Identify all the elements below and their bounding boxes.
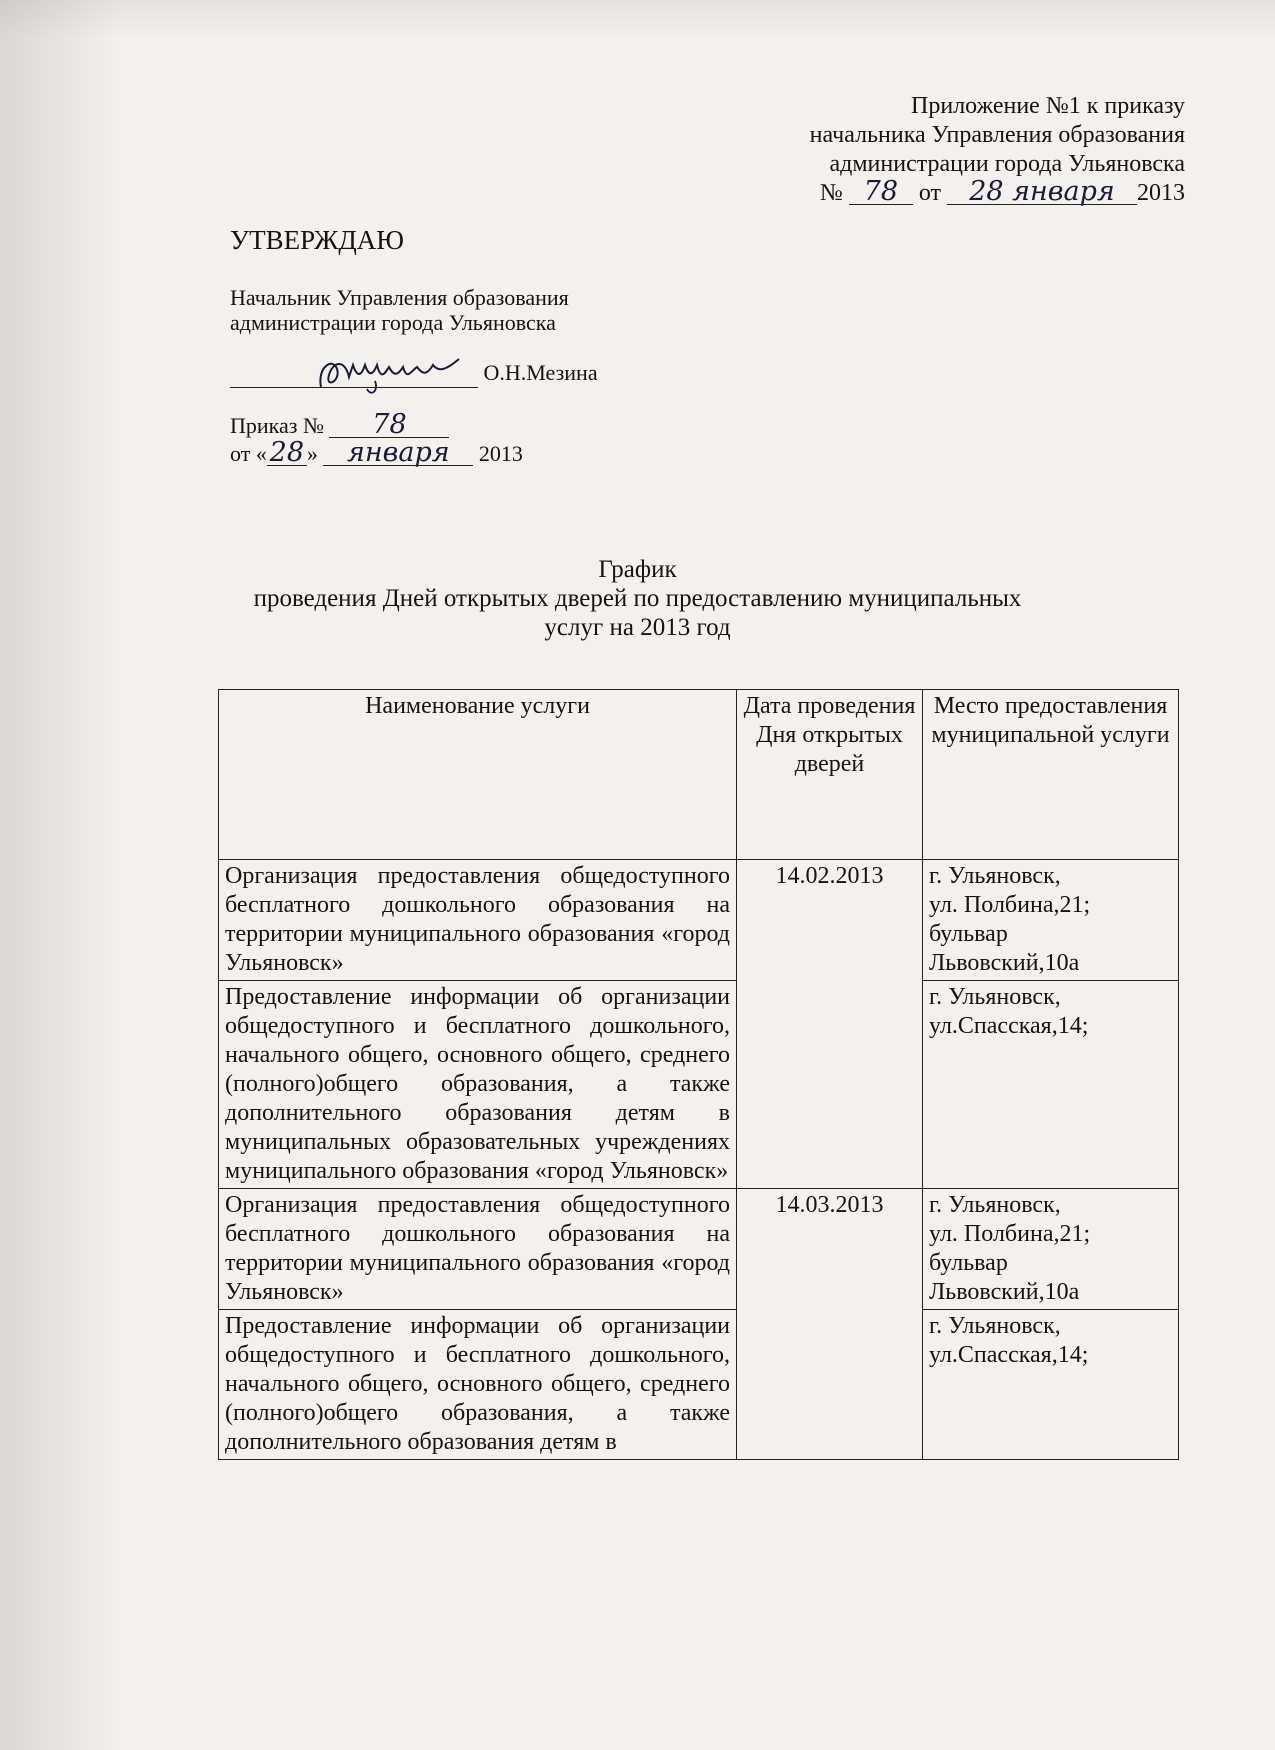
- approval-title: УТВЕРЖДАЮ: [230, 225, 405, 255]
- handwritten-order-number-2: 78: [329, 413, 449, 438]
- table-header-row: [219, 690, 1179, 860]
- place-line: бульвар: [929, 921, 1008, 947]
- scan-top-shadow: [0, 0, 1275, 40]
- handwritten-day: 28: [267, 441, 307, 466]
- table-row: [219, 981, 1179, 1189]
- document-subtitle-line-1: проведения Дней открытых дверей по предоставлению муниципальных: [253, 585, 1022, 612]
- place-line: Львовский,10а: [929, 950, 1080, 976]
- header-place: Место предоставления муниципальной услуги: [923, 690, 1179, 860]
- date-cell: 14.03.2013: [737, 1189, 923, 1460]
- order-number-line: [230, 409, 598, 440]
- document-title: График: [598, 556, 677, 583]
- service-cell: Организация предоставления общедоступного бесплатного дошкольного образования на территории муниципального образования «город Ульяновск»: [219, 1189, 737, 1310]
- order-date-open: от «: [230, 441, 267, 466]
- service-cell: Организация предоставления общедоступного бесплатного дошкольного образования на территории муниципального образования «город Ульяновск»: [219, 860, 737, 981]
- place-line: г. Ульяновск,: [929, 863, 1061, 889]
- order-year: 2013: [1137, 180, 1185, 206]
- table-row: [219, 1189, 1179, 1310]
- header-service-name: Наименование услуги: [219, 690, 737, 860]
- handwritten-order-number: 78: [849, 180, 913, 205]
- appendix-line-3: администрации города Ульяновска: [829, 151, 1185, 177]
- appendix-line-2: начальника Управления образования: [809, 122, 1185, 148]
- place-cell: [923, 1189, 1179, 1310]
- appendix-number-line: [810, 176, 1185, 208]
- place-line: г. Ульяновск,: [929, 1192, 1061, 1218]
- appendix-line-1: Приложение №1 к приказу: [911, 93, 1185, 119]
- handwritten-signature: [230, 353, 478, 388]
- place-line: г. Ульяновск,: [929, 1313, 1061, 1339]
- signatory-name: О.Н.Мезина: [483, 360, 598, 385]
- approval-order: [230, 409, 598, 468]
- table-row: [219, 1310, 1179, 1460]
- approval-block: [230, 225, 598, 468]
- place-line: ул.Спасская,14;: [929, 1342, 1089, 1368]
- place-line: ул. Полбина,21;: [929, 1221, 1091, 1247]
- place-cell: [923, 860, 1179, 981]
- scan-edge-shadow: [0, 0, 120, 1750]
- signature-scribble: [315, 347, 465, 399]
- appendix-note: [810, 92, 1185, 208]
- document-subtitle-line-2: услуг на 2013 год: [544, 614, 731, 641]
- approval-year: 2013: [478, 441, 523, 466]
- order-date-line: [230, 437, 598, 468]
- place-line: г. Ульяновск,: [929, 984, 1061, 1010]
- schedule-table: [218, 689, 1179, 1460]
- approver-position-line-2: администрации города Ульяновска: [230, 310, 556, 335]
- header-date: Дата проведения Дня открытых дверей: [737, 690, 923, 860]
- date-prefix: от: [918, 180, 941, 206]
- order-label: Приказ №: [230, 413, 324, 438]
- handwritten-order-date: 28 января: [947, 180, 1137, 205]
- date-cell: 14.02.2013: [737, 860, 923, 1189]
- signature-line: [230, 353, 598, 388]
- place-line: бульвар: [929, 1250, 1008, 1276]
- handwritten-month: января: [323, 441, 473, 466]
- place-cell: [923, 981, 1179, 1189]
- place-line: ул. Полбина,21;: [929, 892, 1091, 918]
- service-cell: Предоставление информации об организации общедоступного и бесплатного дошкольного, начального общего, основного общего, среднего (полного)общего образования, а также дополнительного образования детям в: [219, 1310, 737, 1460]
- order-date-close: »: [306, 441, 318, 466]
- approver-position-line-1: Начальник Управления образования: [230, 285, 569, 310]
- document-title-block: [0, 555, 1275, 642]
- table-row: [219, 860, 1179, 981]
- service-cell: Предоставление информации об организации общедоступного и бесплатного дошкольного, начального общего, основного общего, среднего (полного)общего образования, а также дополнительного образования детям в муниципальных образовательных учреждениях муниципального образования «город Ульяновск»: [219, 981, 737, 1189]
- place-cell: [923, 1310, 1179, 1460]
- place-line: ул.Спасская,14;: [929, 1013, 1089, 1039]
- place-line: Львовский,10а: [929, 1279, 1080, 1305]
- number-prefix: №: [819, 180, 843, 206]
